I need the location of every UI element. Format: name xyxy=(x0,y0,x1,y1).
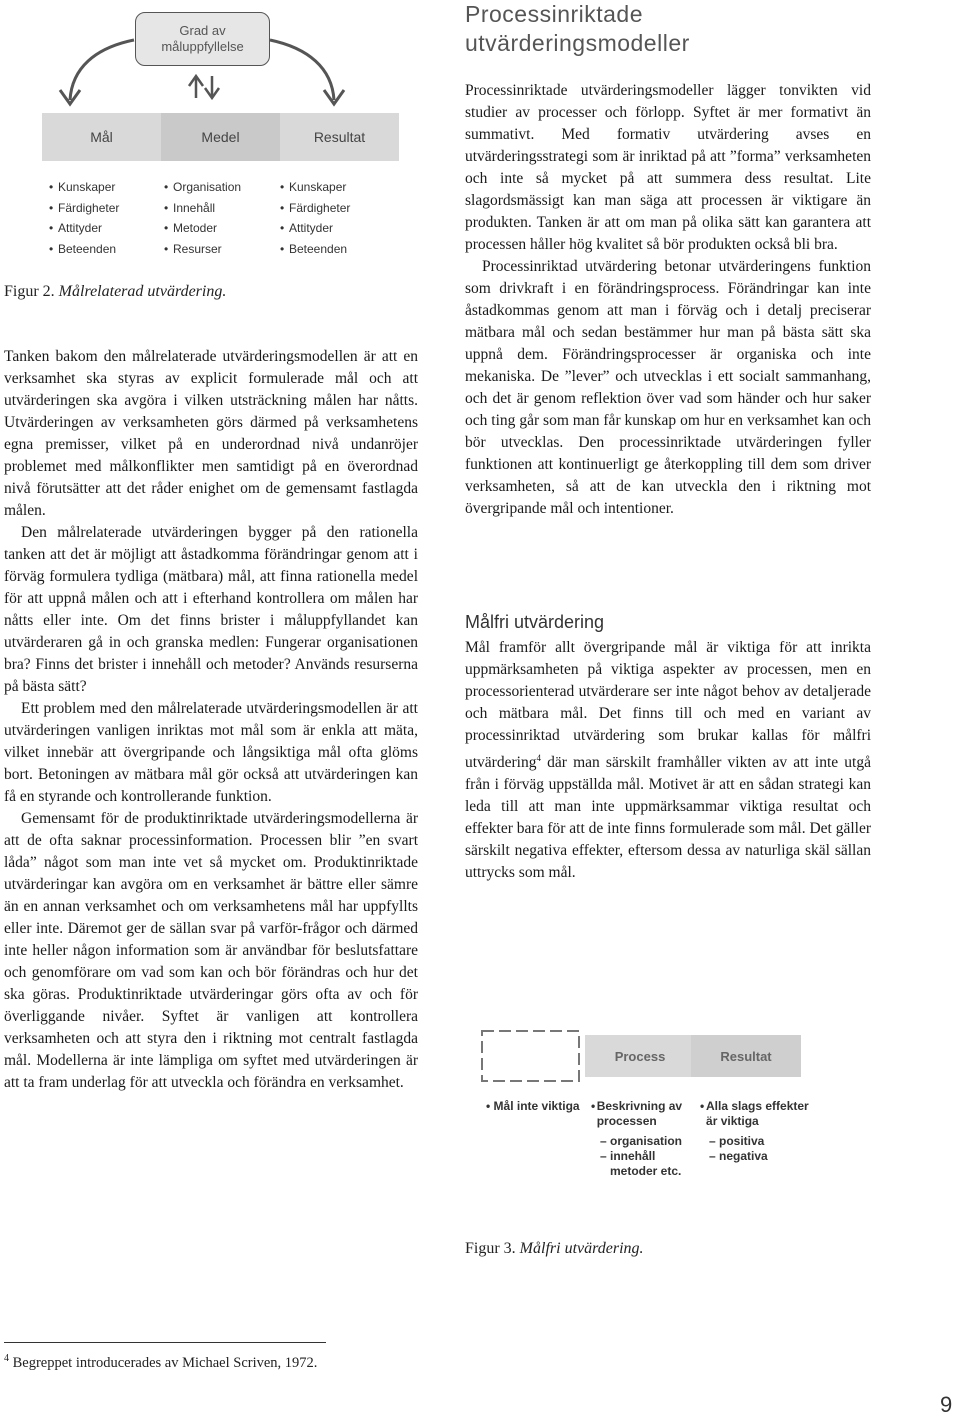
subsection-heading: Målfri utvärdering xyxy=(465,612,605,632)
figure3-process-head: Beskrivning av processen xyxy=(596,1099,683,1128)
figure2-list-resultat xyxy=(280,177,350,259)
list-item: • Färdigheter xyxy=(280,198,350,219)
footnote-rule xyxy=(4,1342,326,1343)
footnote xyxy=(4,1353,317,1372)
list-item: • Kunskaper xyxy=(49,177,119,198)
list-item: – positiva xyxy=(709,1134,765,1148)
list-item: • Attityder xyxy=(280,218,350,239)
figure2-band xyxy=(42,113,399,161)
section-heading xyxy=(465,0,690,58)
list-item: • Innehåll xyxy=(164,198,241,219)
list-item: – innehåll xyxy=(600,1149,656,1163)
figure2-list-medel xyxy=(164,177,241,259)
right-paragraph-3-end: där man särskilt framhåller vikten av att inte utgå från i förväg uppställda mål. Motivet är att en sådan strategi kan leda till att man inte uppmärksammar viktiga resultat och effekter bara för att de inte finns formulerade som mål. Det gäller särskilt negativa effekter, eftersom dessa av naturliga skäl sällan uttrycks som mål. xyxy=(465,754,871,882)
page-number: 9 xyxy=(940,1392,953,1417)
column-mal: Mål xyxy=(90,129,113,145)
figure3-col-process: • Beskrivning av processen – organisation – innehåll metoder etc. xyxy=(591,1099,691,1179)
left-paragraph-3: Ett problem med den målrelaterade utvärderingsmodellen är att utvärderingen vanligen inriktas mot mål som är enkla att mäta, vilket innebär att övergripande och långsiktiga mål ofta glöms bort. Betoningen av mätbara mål gör också att utvärderingen kan få en styrande och kontrollerande funktion. xyxy=(4,700,418,805)
right-column-top xyxy=(465,80,871,520)
column-resultat: Resultat xyxy=(313,129,366,145)
figure2-caption-title: Målrelaterad utvärdering. xyxy=(58,283,227,300)
list-item: • Kunskaper xyxy=(280,177,350,198)
figure3-result-box: Resultat xyxy=(691,1035,801,1077)
footnote-ref: 4 xyxy=(536,753,541,763)
figure3-caption-title: Målfri utvärdering. xyxy=(519,1240,644,1257)
left-paragraph-1: Tanken bakom den målrelaterade utvärderingsmodellen är att en verksamhet ska styras av explicit formulerade mål och att utvärderingen ska avgöra i vilken utsträckning målen har nåtts. Utvärderingen av verksamheten görs därmed på verksamhetens egna premisser, vilket på en underordnad nivå undanröjer problemet med målkonflikter men samtidigt på en överordnad nivå förutsätter att det råder enighet om de gemensamt fastlagda målen. xyxy=(4,348,418,519)
list-item: • Metoder xyxy=(164,218,241,239)
list-item: metoder etc. xyxy=(610,1164,682,1178)
right-column-bottom xyxy=(465,637,871,884)
figure2-caption xyxy=(4,283,226,301)
list-item: • Attityder xyxy=(49,218,119,239)
section-heading-line-1: Processinriktade xyxy=(465,1,644,27)
figure3-goals-label: Mål inte viktiga xyxy=(493,1099,580,1113)
figure3-process-box: Process xyxy=(585,1035,695,1077)
figure3-caption-prefix: Figur 3. xyxy=(465,1240,516,1257)
figure2-list-mal xyxy=(49,177,119,259)
section-heading-line-2: utvärderingsmodeller xyxy=(465,30,690,56)
list-item: • Organisation xyxy=(164,177,241,198)
right-paragraph-3-start: Mål framför allt övergripande mål är viktiga för att inrikta uppmärksamheten på viktiga aspekter av processen, men en processorienterad utvärderare ser inte något behov av detaljerade och mätbara mål. Det finns till och med en variant av processinriktad utvärdering som brukar kallas för målfri utvärdering xyxy=(465,639,871,772)
list-item: • Resurser xyxy=(164,239,241,260)
list-item: – organisation xyxy=(600,1134,683,1148)
footnote-text: Begreppet introducerades av Michael Scriven, 1972. xyxy=(12,1354,318,1371)
list-item: – negativa xyxy=(709,1149,768,1163)
list-item: • Färdigheter xyxy=(49,198,119,219)
list-item: • Beteenden xyxy=(280,239,350,260)
footnote-number: 4 xyxy=(4,1353,9,1364)
figure3-effects-head: Alla slags effekter är viktiga xyxy=(706,1099,809,1128)
figure3-col-effects: • Alla slags effekter är viktiga – positiva – negativa xyxy=(700,1099,812,1164)
left-paragraph-2: Den målrelaterade utvärderingen bygger på den rationella tanken att det är möjligt att åstadkomma förändringar genom att i förväg formulera tydliga (mätbara) mål, att finna rationella medel för att uppnå målen och att i efterhand kontrollera om målen har nåtts eller inte. Om det finns brister i måluppfyllandet kan utvärderaren gå in och granska medlen: Fungerar organisationen bra? Finns det brister i innehåll och metoder? Används resurserna på bästa sätt? xyxy=(4,524,418,695)
right-paragraph-3 xyxy=(465,637,871,884)
figure3-caption xyxy=(465,1240,644,1258)
right-paragraph-1: Processinriktade utvärderingsmodeller lägger tonvikten vid studier av processer och förlopp. Syftet är mer formativt än summativt. Med formativ utvärdering avses en utvärderingsstrategi som är inriktad på att ”forma” verksamheten och inte så mycket på att summera dess resultat. Lite slagordsmässigt kan man säga att processen är viktigare än produkten. Tanken är att om man på olika sätt kan garantera att processen håller hög kvalitet så bör produkten också bli bra. xyxy=(465,82,871,253)
figure2-arrows xyxy=(0,0,460,120)
figure2-caption-prefix: Figur 2. xyxy=(4,283,55,300)
figure3-col-goals: • Mål inte viktiga xyxy=(486,1099,580,1113)
column-medel: Medel xyxy=(161,113,280,161)
left-column xyxy=(4,346,418,1094)
left-paragraph-4: Gemensamt för de produktinriktade utvärderingsmodellerna är att de ofta saknar processinformation. Processen blir ”en svart låda” något som man inte vet så mycket om. Produktinriktade utvärderingar kan avgöra om en verksamhet är bättre eller sämre än en annan verksamhet och om verksamhetens mål har uppfyllts eller inte. Däremot ger de sällan svar på varför-frågor och därmed inte heller någon information som är användbar för beslutsfattare och genomförare om vad som kan och bör förändras och hur det ska göras. Produktinriktade utvärderingar görs ofta av och för överliggande nivåer. Syftet är vanligen att kontrollera verksamheten och att styra den i riktning mot centralt fastlagda mål. Modellerna är inte lämpliga om syftet med utvärderingen är att ta fram underlag för att utveckla och förändra en verksamhet. xyxy=(4,810,418,1091)
right-paragraph-2: Processinriktad utvärdering betonar utvärderingens funktion som drivkraft i en förändringsprocess. Förändringar kan inte åstadkommas genom att man i förväg och i detalj preciserar mätbara mål och sedan bestämmer hur man på bästa sätt ska uppnå dem. Förändringsprocesser är organiska och inte mekaniska. De ”lever” och utvecklas i ett socialt sammanhang, och det är genom reflektion över vad som händer och hur saker och ting går som man får kunskap om hur en verksamhet kan och bör utvecklas. Den processinriktade utvärderingen fyller funktionen att kontinuerligt ge återkoppling till dem som driver verksamheten, så att de kan utveckla den i riktning mot övergripande mål och intentioner. xyxy=(465,258,871,517)
goal-fulfilment-label: Grad av måluppfyllelse xyxy=(161,23,244,54)
list-item: • Beteenden xyxy=(49,239,119,260)
